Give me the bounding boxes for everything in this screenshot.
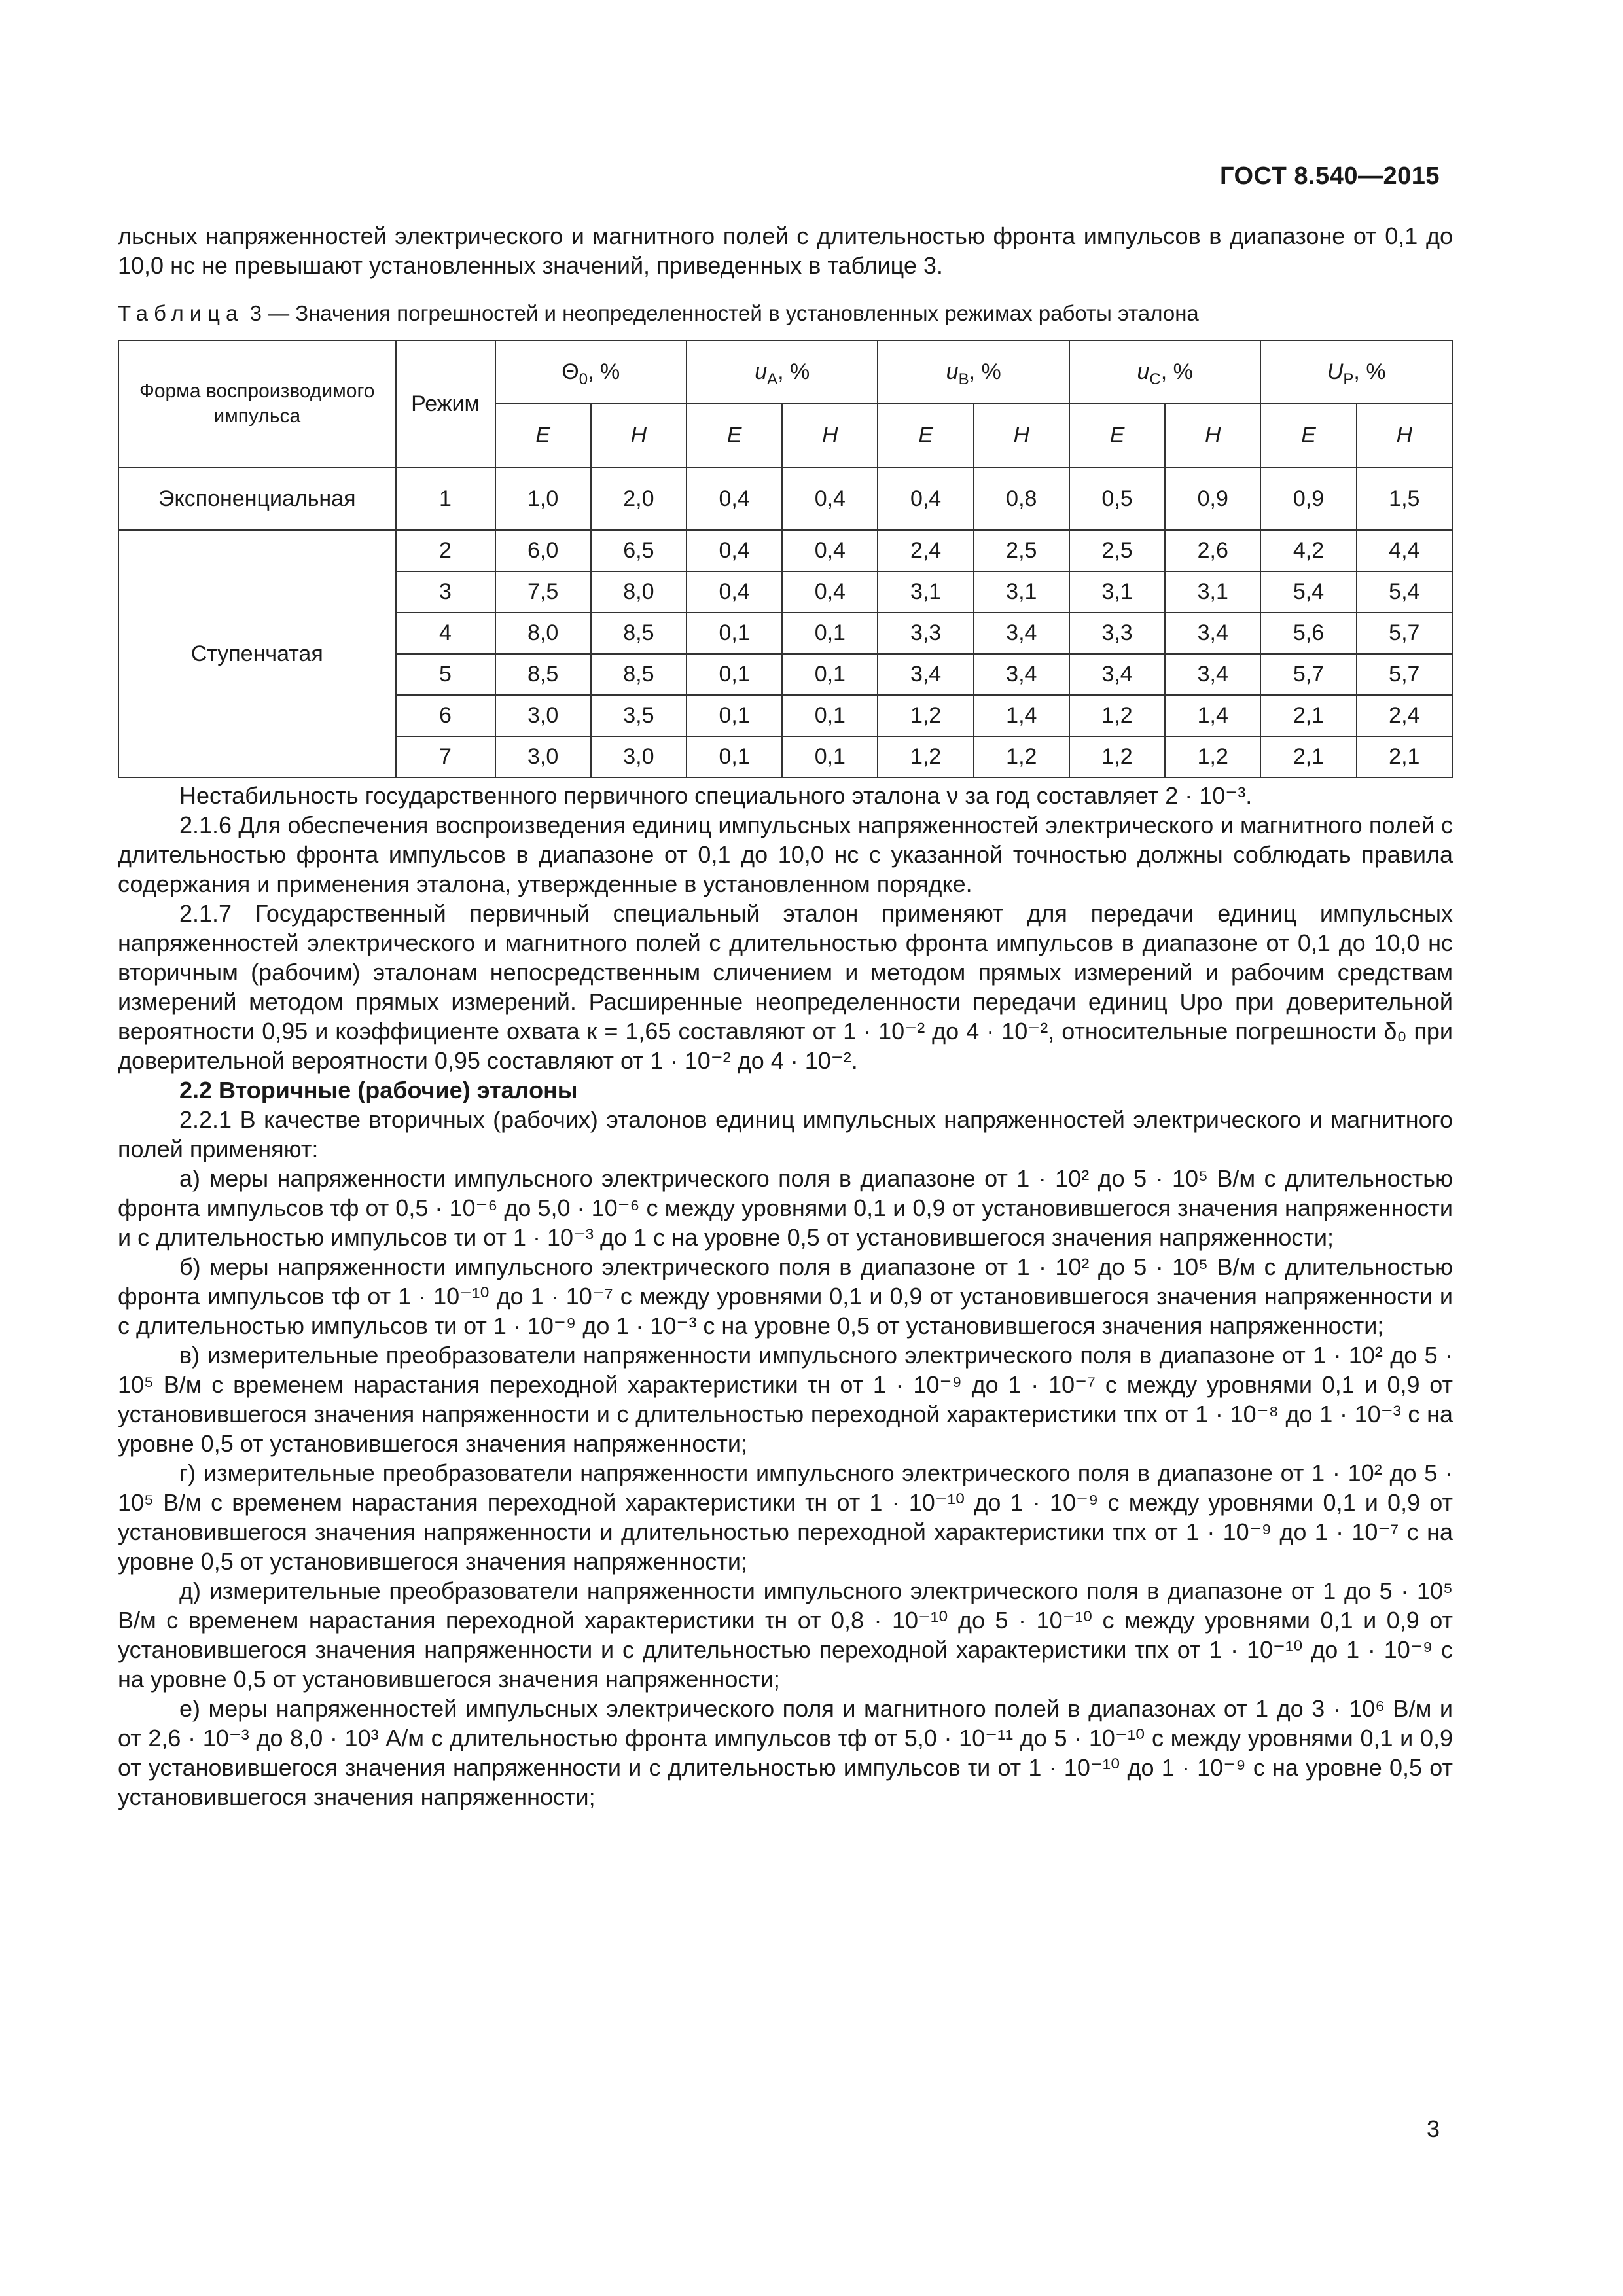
header-ub-sub: B — [958, 370, 969, 388]
cell: 6 — [396, 695, 495, 736]
subheader-e: E — [1069, 404, 1165, 467]
cell: 3,4 — [878, 654, 973, 695]
subheader-h: H — [1165, 404, 1260, 467]
cell: 3,1 — [1165, 571, 1260, 613]
cell: 2,4 — [878, 530, 973, 571]
cell: 0,9 — [1260, 467, 1356, 530]
cell: 3,4 — [974, 613, 1069, 654]
cell: 3,4 — [1165, 613, 1260, 654]
cell: 0,1 — [782, 695, 878, 736]
list-item-d: д) измерительные преобразователи напряженности импульсного электрического поля в диапазоне от 1 до 5 · 10⁵ В/м с временем нарастания переходной характеристики τн от 0,8 · 10⁻¹⁰ до 5 · 10⁻¹⁰ с между уровнями 0,1 и 0,9 от установившегося значения напряженности и с длительностью переходной характеристики τпх от 1 · 10⁻¹⁰ до 1 · 10⁻⁹ с на уровне 0,5 от установившегося значения напряженности; — [118, 1577, 1453, 1693]
cell: 3,0 — [591, 736, 687, 778]
cell: 8,5 — [591, 654, 687, 695]
paragraph-2-1-6: 2.1.6 Для обеспечения воспроизведения единиц импульсных напряженностей электрического и магнитного полей с длительностью фронта импульсов в диапазоне от 0,1 до 10,0 нс с указанной точностью должны соблюдать правила содержания и применения эталона, утвержденные в установленном порядке. — [118, 812, 1453, 897]
intro-paragraph: льсных напряженностей электрического и магнитного полей с длительностью фронта импульсов в диапазоне от 0,1 до 10,0 нс не превышают установленных значений, приведенных в таблице 3. — [118, 223, 1453, 279]
table-row — [118, 467, 1452, 530]
subheader-h: H — [782, 404, 878, 467]
cell: 7,5 — [495, 571, 591, 613]
table-caption-text: 3 — Значения погрешностей и неопределенностей в установленных режимах работы эталона — [249, 301, 1199, 325]
cell: 8,0 — [495, 613, 591, 654]
cell: 2 — [396, 530, 495, 571]
cell: 0,5 — [1069, 467, 1165, 530]
subheader-e: E — [687, 404, 782, 467]
list-item-g: г) измерительные преобразователи напряженности импульсного электрического поля в диапазоне от 1 · 10² до 5 · 10⁵ В/м с временем нарастания переходной характеристики τн от 1 · 10⁻¹⁰ до 1 · 10⁻⁹ с между уровнями 0,1 и 0,9 от установившегося значения напряженности и длительностью переходной характеристики τпх от 1 · 10⁻⁹ до 1 · 10⁻⁷ с на уровне 0,5 от установившегося значения напряженности; — [118, 1460, 1453, 1575]
header-uc — [1069, 340, 1260, 404]
cell: 3,0 — [495, 736, 591, 778]
cell: 7 — [396, 736, 495, 778]
cell: 3,3 — [878, 613, 973, 654]
section-heading-2-2: 2.2 Вторичные (рабочие) эталоны — [179, 1077, 578, 1103]
cell: 1,4 — [974, 695, 1069, 736]
header-up — [1260, 340, 1452, 404]
cell: 2,1 — [1260, 736, 1356, 778]
cell: 1,2 — [1165, 736, 1260, 778]
cell: 3,1 — [878, 571, 973, 613]
cell: 2,5 — [1069, 530, 1165, 571]
cell: 2,0 — [591, 467, 687, 530]
cell: 0,8 — [974, 467, 1069, 530]
document-body — [118, 221, 1453, 1812]
subheader-e: E — [495, 404, 591, 467]
cell: 2,1 — [1357, 736, 1452, 778]
cell: 0,4 — [782, 467, 878, 530]
cell: 5,7 — [1357, 613, 1452, 654]
cell: 1,2 — [878, 736, 973, 778]
cell: 3 — [396, 571, 495, 613]
header-theta-symbol: Θ — [562, 359, 579, 384]
header-ub-unit: , % — [969, 359, 1001, 384]
cell: 3,4 — [1165, 654, 1260, 695]
form-step: Ступенчатая — [118, 530, 396, 778]
table-caption-label: Таблица — [118, 301, 244, 325]
cell: 8,0 — [591, 571, 687, 613]
cell: 0,1 — [687, 654, 782, 695]
cell: 0,4 — [878, 467, 973, 530]
table-row — [118, 530, 1452, 571]
cell: 6,0 — [495, 530, 591, 571]
cell: 1,2 — [878, 695, 973, 736]
cell: 0,1 — [782, 613, 878, 654]
header-ub — [878, 340, 1069, 404]
cell: 8,5 — [591, 613, 687, 654]
subheader-e: E — [878, 404, 973, 467]
cell: 5 — [396, 654, 495, 695]
cell: 8,5 — [495, 654, 591, 695]
cell: 0,1 — [687, 695, 782, 736]
header-up-symbol: U — [1327, 359, 1344, 384]
header-ua — [687, 340, 878, 404]
header-form: Форма воспроизводимого импульса — [118, 340, 396, 467]
cell: 3,1 — [1069, 571, 1165, 613]
cell: 4,2 — [1260, 530, 1356, 571]
cell: 3,4 — [1069, 654, 1165, 695]
header-ua-sub: A — [767, 370, 778, 388]
cell: 3,4 — [974, 654, 1069, 695]
cell: 5,6 — [1260, 613, 1356, 654]
cell: 5,7 — [1260, 654, 1356, 695]
cell: 4 — [396, 613, 495, 654]
cell: 2,6 — [1165, 530, 1260, 571]
cell: 1,0 — [495, 467, 591, 530]
cell: 3,5 — [591, 695, 687, 736]
cell: 5,4 — [1357, 571, 1452, 613]
cell: 1,5 — [1357, 467, 1452, 530]
cell: 4,4 — [1357, 530, 1452, 571]
cell: 0,1 — [687, 736, 782, 778]
subheader-h: H — [1357, 404, 1452, 467]
header-theta-unit: , % — [588, 359, 620, 384]
cell: 5,4 — [1260, 571, 1356, 613]
table-caption — [118, 298, 1453, 328]
list-item-v: в) измерительные преобразователи напряженности импульсного электрического поля в диапазоне от 1 · 10² до 5 · 10⁵ В/м с временем нарастания переходной характеристики τн от 1 · 10⁻⁹ до 1 · 10⁻⁷ с между уровнями 0,1 и 0,9 от установившегося значения напряженности и с длительностью переходной характеристики τпх от 1 · 10⁻⁸ до 1 · 10⁻³ с на уровне 0,5 от установившегося значения напряженности; — [118, 1342, 1453, 1457]
cell: 0,4 — [782, 530, 878, 571]
list-item-b: б) меры напряженности импульсного электрического поля в диапазоне от 1 · 10² до 5 · 10⁵ В/м с длительностью фронта импульсов τф от 1 · 10⁻¹⁰ до 1 · 10⁻⁷ с между уровнями 0,1 и 0,9 от установившегося значения напряженности и с длительностью импульсов τи от 1 · 10⁻⁹ до 1 · 10⁻³ с на уровне 0,5 от установившегося значения напряженности; — [118, 1253, 1453, 1339]
header-theta-sub: 0 — [579, 370, 588, 388]
cell: 0,9 — [1165, 467, 1260, 530]
cell: 5,7 — [1357, 654, 1452, 695]
cell: 1,2 — [1069, 695, 1165, 736]
instability-paragraph: Нестабильность государственного первичного специального эталона ν за год составляет 2 · 10⁻³. — [179, 782, 1253, 809]
header-uc-sub: C — [1149, 370, 1161, 388]
header-ua-unit: , % — [777, 359, 810, 384]
cell: 2,4 — [1357, 695, 1452, 736]
page-number: 3 — [1426, 2115, 1440, 2142]
subheader-h: H — [974, 404, 1069, 467]
cell: 0,4 — [782, 571, 878, 613]
cell: 2,1 — [1260, 695, 1356, 736]
paragraph-2-2-1: 2.2.1 В качестве вторичных (рабочих) эталонов единиц импульсных напряженностей электрического и магнитного полей применяют: — [118, 1106, 1453, 1162]
list-item-a: а) меры напряженности импульсного электрического поля в диапазоне от 1 · 10² до 5 · 10⁵ В/м с длительностью фронта импульсов τф от 0,5 · 10⁻⁶ до 5,0 · 10⁻⁶ с между уровнями 0,1 и 0,9 от установившегося значения напряженности и с длительностью импульсов τи от 1 · 10⁻³ до 1 с на уровне 0,5 от установившегося значения напряженности; — [118, 1165, 1453, 1251]
header-uc-unit: , % — [1160, 359, 1193, 384]
cell: 3,3 — [1069, 613, 1165, 654]
cell: 0,1 — [687, 613, 782, 654]
cell: 1,2 — [1069, 736, 1165, 778]
cell: 0,4 — [687, 467, 782, 530]
cell: 0,1 — [782, 736, 878, 778]
header-theta — [495, 340, 687, 404]
cell: 2,5 — [974, 530, 1069, 571]
header-ub-symbol: u — [946, 359, 959, 384]
header-mode: Режим — [396, 340, 495, 467]
cell: 3,1 — [974, 571, 1069, 613]
paragraph-2-1-7: 2.1.7 Государственный первичный специальный эталон применяют для передачи единиц импульсных напряженностей электрического и магнитного полей с длительностью фронта импульсов в диапазоне от 0,1 до 10,0 нс вторичным (рабочим) эталонам непосредственным сличением и методом прямых измерений и рабочим средствам измерений методом прямых измерений. Расширенные неопределенности передачи единиц Uро при доверительной вероятности 0,95 и коэффициенте охвата к = 1,65 составляют от 1 · 10⁻² до 4 · 10⁻², относительные погрешности δ₀ при доверительной вероятности 0,95 составляют от 1 · 10⁻² до 4 · 10⁻². — [118, 900, 1453, 1074]
error-table — [118, 340, 1453, 778]
cell: 0,1 — [782, 654, 878, 695]
subheader-e: E — [1260, 404, 1356, 467]
cell: 3,0 — [495, 695, 591, 736]
header-up-sub: P — [1343, 370, 1354, 388]
cell: 0,4 — [687, 530, 782, 571]
cell: 1,2 — [974, 736, 1069, 778]
document-header: ГОСТ 8.540—2015 — [1220, 162, 1440, 190]
list-item-e: е) меры напряженностей импульсных электрического поля и магнитного полей в диапазонах от 1 до 3 · 10⁶ В/м и от 2,6 · 10⁻³ до 8,0 · 10³ А/м с длительностью фронта импульсов τф от 5,0 · 10⁻¹¹ до 5 · 10⁻¹⁰ с между уровнями 0,1 и 0,9 от установившегося значения напряженности и с длительностью импульсов τи от 1 · 10⁻¹⁰ до 1 · 10⁻⁹ с на уровне 0,5 от установившегося значения напряженности; — [118, 1695, 1453, 1810]
cell: 1 — [396, 467, 495, 530]
header-up-unit: , % — [1353, 359, 1386, 384]
header-ua-symbol: u — [755, 359, 768, 384]
cell: 0,4 — [687, 571, 782, 613]
form-exponential: Экспоненциальная — [118, 467, 396, 530]
header-uc-symbol: u — [1137, 359, 1150, 384]
cell: 6,5 — [591, 530, 687, 571]
subheader-h: H — [591, 404, 687, 467]
cell: 1,4 — [1165, 695, 1260, 736]
